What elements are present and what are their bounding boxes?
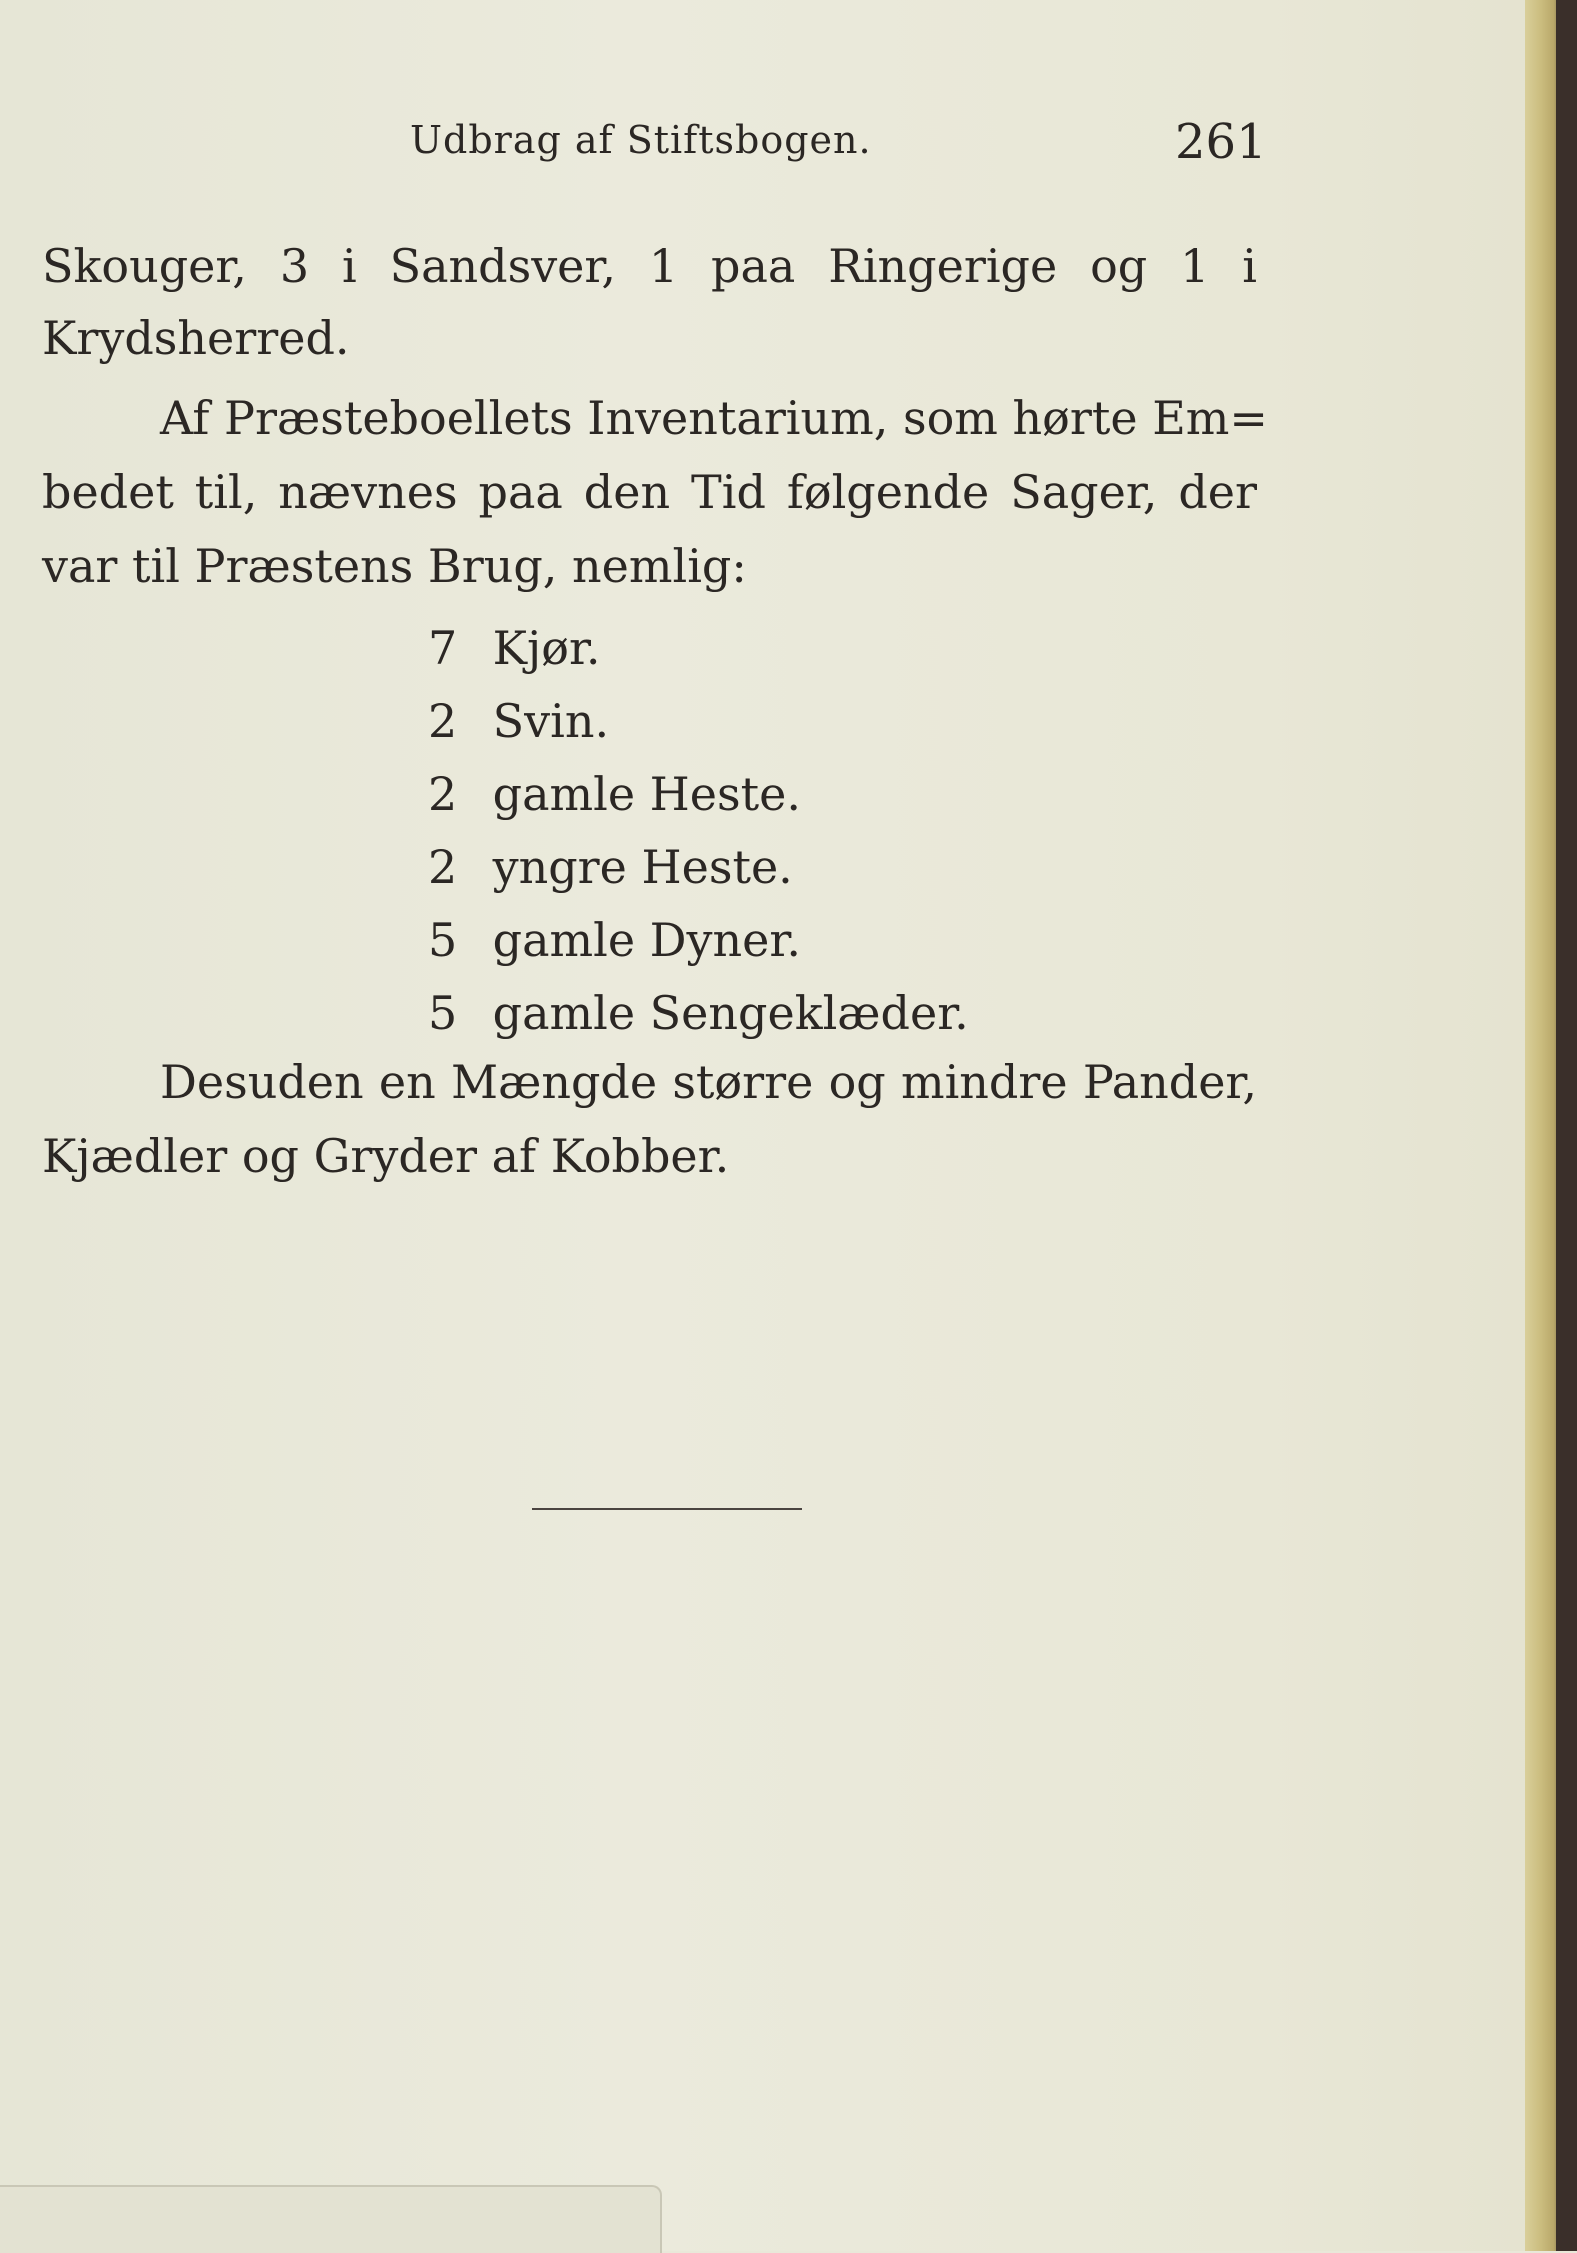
item-name: Svin. <box>492 694 610 748</box>
item-quantity: 5 <box>428 986 458 1040</box>
list-item <box>428 691 1028 764</box>
item-name: Kjør. <box>492 621 601 675</box>
list-item <box>428 910 1028 983</box>
list-item <box>428 983 1028 1056</box>
item-name: gamle Sengeklæder. <box>492 986 969 1040</box>
book-binding-edge <box>1556 0 1577 2251</box>
paragraph-1-line-2: Krydsherred. <box>42 311 350 365</box>
list-item <box>428 837 1028 910</box>
item-quantity: 2 <box>428 840 458 894</box>
inventory-list <box>428 618 1028 1056</box>
item-quantity: 2 <box>428 767 458 821</box>
paragraph-2-line-1: Af Præsteboellets Inventarium, som hørte Em= <box>160 391 1268 445</box>
list-item <box>428 618 1028 691</box>
paragraph-2-line-2: bedet til, nævnes paa den Tid følgende Sager, der <box>42 465 1257 519</box>
item-name: yngre Heste. <box>492 840 793 894</box>
running-head: Udbrag af Stiftsbogen. <box>410 118 872 162</box>
underlying-page-tab <box>0 2185 662 2253</box>
page-number: 261 <box>1175 114 1267 170</box>
item-quantity: 2 <box>428 694 458 748</box>
item-quantity: 7 <box>428 621 458 675</box>
paragraph-3-line-1: Desuden en Mængde større og mindre Pander, <box>160 1055 1257 1109</box>
section-divider <box>532 1508 802 1510</box>
item-name: gamle Heste. <box>492 767 801 821</box>
page-header <box>0 114 1577 178</box>
paragraph-1-line-1: Skouger, 3 i Sandsver, 1 paa Ringerige og 1 i <box>42 239 1257 293</box>
item-name: gamle Dyner. <box>492 913 801 967</box>
paragraph-2-line-3: var til Præstens Brug, nemlig: <box>42 539 747 593</box>
paragraph-3-line-2: Kjædler og Gryder af Kobber. <box>42 1129 730 1183</box>
list-item <box>428 764 1028 837</box>
item-quantity: 5 <box>428 913 458 967</box>
